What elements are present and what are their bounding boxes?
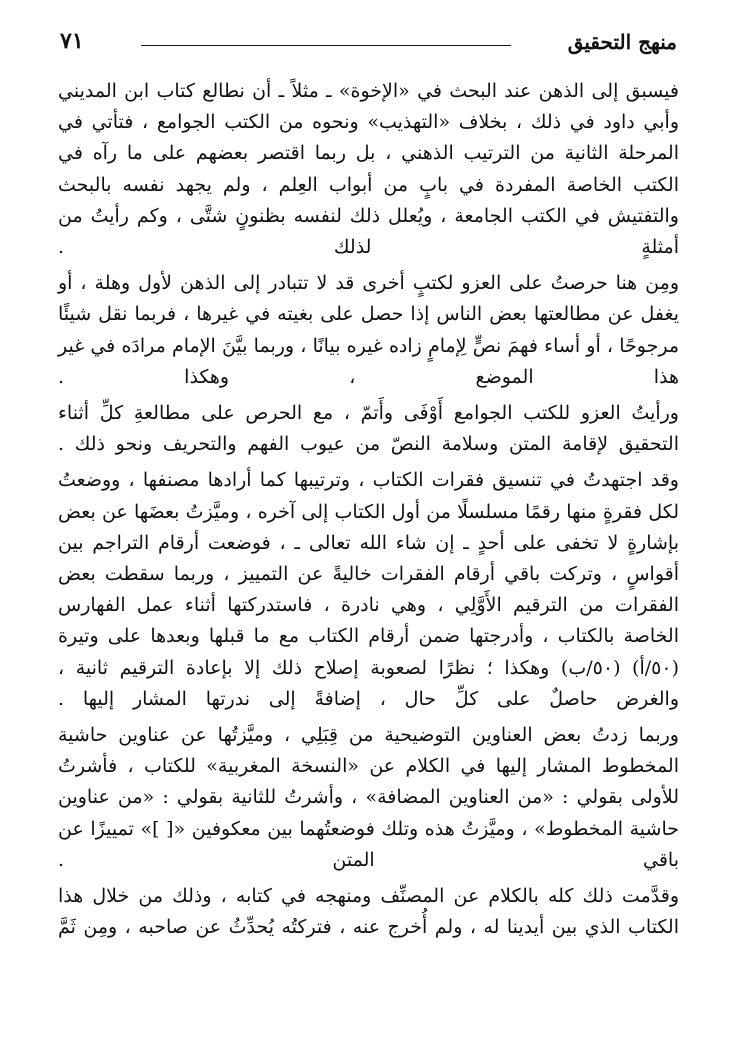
- header-rule: [141, 45, 511, 46]
- paragraph: وربما زدتُ بعض العناوين التوضيحية من قِبَلِي ، وميَّزتُها عن عناوين حاشية المخطوط المشار إليها في الكلام عن «النسخة المغربية» للكتاب ، فأشرتُ للأولى بقولي : «من العناوين المضافة» ، وأشرتُ للثانية بقولي : «من عناوين حاشية المخطوط» ، وميَّزتُ هذه وتلك فوضعتُهما بين معكوفين «[ ]» تمييزًا عن باقي المتن .: [58, 724, 679, 871]
- paragraph: فيسبق إلى الذهن عند البحث في «الإخوة» ـ مثلاً ـ أن نطالع كتاب ابن المديني وأبي داود في ذلك ، بخلاف «التهذيب» ونحوه من الكتب الجوامع ، فتأتي في المرحلة الثانية من الترتيب الذهني ، بل ربما اقتصر بعضهم على ما رآه في الكتب الخاصة المفردة في بابٍ من أبواب العِلم ، ولم يجهد نفسه بالبحث والتفتيش في الكتب الجامعة ، ويُعلل ذلك لنفسه بظنونٍ شتَّى ، وكم رأيتُ من أمثلةٍ لذلك .: [58, 80, 679, 259]
- running-title: منهج التحقيق: [567, 30, 677, 54]
- paragraph: وقد اجتهدتُ في تنسيق فقرات الكتاب ، وترتيبها كما أرادها مصنفها ، ووضعتُ لكل فقرةٍ منها رقمًا مسلسلًا من أول الكتاب إلى آخره ، وميَّزتُ بعضَها عن بعض بإشارةٍ لا تخفى على أحدٍ ـ إن شاء الله تعالى ـ ، فوضعت أرقام التراجم بين أقواسٍ ، وتركت باقي أرقام الفقرات خاليةً عن التمييز ، وربما سقطت بعض الفقرات من الترقيم الأَوَّلِي ، وهي نادرة ، فاستدركتها أثناء عمل الفهارس الخاصة بالكتاب ، وأدرجتها ضمن أرقام الكتاب مع ما قبلها وبعدها على وتيرة (٥٠/أ) (٥٠/ب) وهكذا ؛ نظرًا لصعوبة إصلاح ذلك إلا بإعادة الترقيم ثانية ، والغرض حاصلٌ على كلِّ حال ، إضافةً إلى ندرتها المشار إليها .: [58, 469, 679, 710]
- page-header: [60, 22, 677, 56]
- paragraph: وقدَّمت ذلك كله بالكلام عن المصنِّف ومنهجه في كتابه ، وذلك من خلال هذا الكتاب الذي بين أيدينا له ، ولم أُخرج عنه ، فتركتُه يُحدِّثُ عن صاحبه ، ومِن ثَمَّ: [58, 885, 679, 939]
- paragraph: ورأيتُ العزو للكتب الجوامع أَوْفَى وأَتمّ ، مع الحرص على مطالعةِ كلِّ أثناء التحقيق لإقامة المتن وسلامة النصّ من عيوب الفهم والتحريف ونحو ذلك .: [58, 402, 679, 456]
- body-text: [58, 76, 679, 948]
- page-number: ٧١: [60, 28, 84, 54]
- paragraph: ومِن هنا حرصتُ على العزو لكتبٍ أخرى قد لا تتبادر إلى الذهن لأول وهلة ، أو يغفل عن مطالعتها بعض الناس إذا حصل على بغيته في غيرها ، فربما نقل شيئًا مرجوحًا ، أو أساء فهمَ نصٍّ لِإمامٍ زاده غيره بيانًا ، وربما بيَّنَ الإمام مرادَه في غير هذا الموضع ، وهكذا .: [58, 272, 679, 388]
